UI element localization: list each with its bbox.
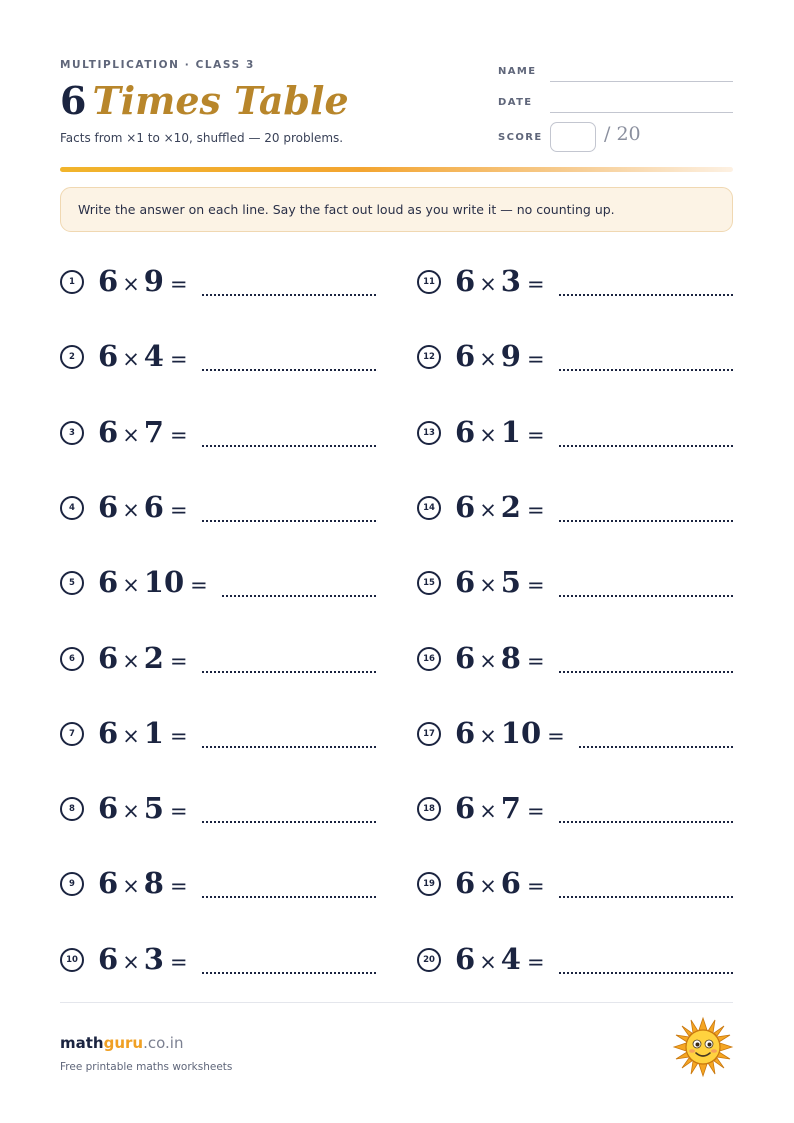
problem-item bbox=[417, 864, 733, 904]
multiplicand: 6 bbox=[98, 565, 119, 599]
multiplier: 5 bbox=[143, 791, 164, 825]
problem-item bbox=[417, 413, 733, 453]
multiplicand: 6 bbox=[455, 866, 476, 900]
answer-line[interactable] bbox=[202, 445, 376, 447]
answer-line[interactable] bbox=[579, 746, 733, 748]
times-sign: × bbox=[122, 874, 140, 898]
problem-item bbox=[60, 563, 376, 603]
equals-sign: = bbox=[169, 874, 188, 898]
problem-number: 11 bbox=[417, 270, 441, 294]
problem-number: 14 bbox=[417, 496, 441, 520]
multiplier: 7 bbox=[500, 791, 521, 825]
answer-line[interactable] bbox=[559, 520, 733, 522]
times-sign: × bbox=[122, 347, 140, 371]
answer-line[interactable] bbox=[559, 294, 733, 296]
score-label: SCORE bbox=[498, 132, 543, 143]
multiplier: 8 bbox=[500, 641, 521, 675]
times-sign: × bbox=[122, 573, 140, 597]
multiplicand: 6 bbox=[98, 415, 119, 449]
multiplicand: 6 bbox=[455, 264, 476, 298]
problem-number: 9 bbox=[60, 872, 84, 896]
problem-number: 20 bbox=[417, 948, 441, 972]
problem-item bbox=[417, 639, 733, 679]
multiplier: 7 bbox=[143, 415, 164, 449]
worksheet-kicker: MULTIPLICATION · CLASS 3 bbox=[60, 59, 255, 71]
accent-divider bbox=[60, 167, 733, 172]
answer-line[interactable] bbox=[202, 671, 376, 673]
times-sign: × bbox=[479, 423, 497, 447]
problem-item bbox=[60, 864, 376, 904]
equals-sign: = bbox=[169, 272, 188, 296]
answer-line[interactable] bbox=[559, 972, 733, 974]
name-label: NAME bbox=[498, 66, 537, 77]
problem-item bbox=[417, 940, 733, 980]
problem-expression bbox=[455, 714, 565, 755]
problem-number: 16 bbox=[417, 647, 441, 671]
brand-accent: guru bbox=[103, 1034, 144, 1052]
problem-expression bbox=[455, 639, 545, 680]
problem-item bbox=[417, 714, 733, 754]
times-sign: × bbox=[479, 950, 497, 974]
multiplier: 3 bbox=[500, 264, 521, 298]
equals-sign: = bbox=[169, 498, 188, 522]
answer-line[interactable] bbox=[559, 445, 733, 447]
times-sign: × bbox=[479, 272, 497, 296]
equals-sign: = bbox=[526, 950, 545, 974]
multiplicand: 6 bbox=[98, 716, 119, 750]
multiplier: 10 bbox=[500, 716, 542, 750]
multiplier: 6 bbox=[500, 866, 521, 900]
problem-expression bbox=[98, 262, 188, 303]
problem-number: 15 bbox=[417, 571, 441, 595]
problem-number: 6 bbox=[60, 647, 84, 671]
problem-expression bbox=[455, 413, 545, 454]
problem-item bbox=[60, 714, 376, 754]
multiplicand: 6 bbox=[455, 565, 476, 599]
problem-expression bbox=[98, 563, 208, 604]
answer-line[interactable] bbox=[559, 369, 733, 371]
equals-sign: = bbox=[190, 573, 208, 597]
multiplier: 9 bbox=[500, 339, 521, 373]
problem-expression bbox=[98, 940, 188, 981]
multiplicand: 6 bbox=[98, 942, 119, 976]
multiplier: 2 bbox=[143, 641, 164, 675]
times-sign: × bbox=[122, 724, 140, 748]
answer-line[interactable] bbox=[202, 369, 376, 371]
times-sign: × bbox=[122, 498, 140, 522]
multiplicand: 6 bbox=[455, 641, 476, 675]
multiplicand: 6 bbox=[455, 339, 476, 373]
problem-item bbox=[417, 488, 733, 528]
problem-item bbox=[417, 563, 733, 603]
name-field[interactable] bbox=[550, 81, 733, 82]
multiplicand: 6 bbox=[98, 641, 119, 675]
brand-domain: .co.in bbox=[143, 1034, 184, 1052]
problem-number: 3 bbox=[60, 421, 84, 445]
footer-tagline: Free printable maths worksheets bbox=[60, 1061, 233, 1073]
times-sign: × bbox=[479, 573, 497, 597]
answer-line[interactable] bbox=[559, 671, 733, 673]
equals-sign: = bbox=[547, 724, 565, 748]
multiplier: 9 bbox=[143, 264, 164, 298]
instructions-text: Write the answer on each line. Say the fact out loud as you write it — no counting up. bbox=[78, 202, 615, 217]
problem-expression bbox=[455, 337, 545, 378]
equals-sign: = bbox=[169, 799, 188, 823]
problem-expression bbox=[455, 488, 545, 529]
multiplicand: 6 bbox=[98, 264, 119, 298]
problem-number: 5 bbox=[60, 571, 84, 595]
multiplier: 5 bbox=[500, 565, 521, 599]
problem-expression bbox=[98, 488, 188, 529]
problem-number: 4 bbox=[60, 496, 84, 520]
equals-sign: = bbox=[526, 573, 545, 597]
problem-number: 17 bbox=[417, 722, 441, 746]
score-row bbox=[498, 123, 733, 150]
brand-main: math bbox=[60, 1034, 104, 1052]
times-sign: × bbox=[122, 950, 140, 974]
problem-expression bbox=[455, 262, 545, 303]
problem-expression bbox=[455, 864, 545, 905]
multiplicand: 6 bbox=[455, 791, 476, 825]
times-sign: × bbox=[479, 724, 497, 748]
times-sign: × bbox=[122, 423, 140, 447]
problem-number: 8 bbox=[60, 797, 84, 821]
multiplier: 10 bbox=[143, 565, 185, 599]
worksheet-page bbox=[60, 0, 733, 1123]
equals-sign: = bbox=[169, 724, 188, 748]
equals-sign: = bbox=[169, 347, 188, 371]
multiplicand: 6 bbox=[455, 716, 476, 750]
problem-item bbox=[60, 940, 376, 980]
date-field[interactable] bbox=[550, 112, 733, 113]
problem-item bbox=[417, 262, 733, 302]
score-total: / 20 bbox=[604, 123, 641, 145]
name-row bbox=[498, 60, 733, 84]
equals-sign: = bbox=[526, 347, 545, 371]
multiplier: 4 bbox=[143, 339, 164, 373]
answer-line[interactable] bbox=[202, 896, 376, 898]
equals-sign: = bbox=[169, 649, 188, 673]
answer-line[interactable] bbox=[559, 821, 733, 823]
problem-number: 18 bbox=[417, 797, 441, 821]
problem-expression bbox=[98, 864, 188, 905]
answer-line[interactable] bbox=[202, 294, 376, 296]
problem-expression bbox=[455, 789, 545, 830]
brand-logo bbox=[60, 1034, 183, 1052]
equals-sign: = bbox=[526, 799, 545, 823]
problem-number: 7 bbox=[60, 722, 84, 746]
problem-expression bbox=[455, 940, 545, 981]
multiplier: 8 bbox=[143, 866, 164, 900]
sun-mascot-icon bbox=[672, 1016, 734, 1078]
problem-expression bbox=[455, 563, 545, 604]
answer-line[interactable] bbox=[559, 595, 733, 597]
problem-item bbox=[60, 413, 376, 453]
answer-line[interactable] bbox=[202, 821, 376, 823]
times-sign: × bbox=[479, 649, 497, 673]
multiplicand: 6 bbox=[455, 415, 476, 449]
multiplier: 3 bbox=[143, 942, 164, 976]
worksheet-title bbox=[60, 75, 349, 127]
answer-line[interactable] bbox=[202, 520, 376, 522]
answer-line[interactable] bbox=[559, 896, 733, 898]
equals-sign: = bbox=[526, 874, 545, 898]
problem-expression bbox=[98, 337, 188, 378]
multiplicand: 6 bbox=[98, 490, 119, 524]
equals-sign: = bbox=[526, 649, 545, 673]
equals-sign: = bbox=[169, 423, 188, 447]
equals-sign: = bbox=[526, 423, 545, 447]
problem-item bbox=[60, 639, 376, 679]
answer-line[interactable] bbox=[202, 972, 376, 974]
times-sign: × bbox=[479, 799, 497, 823]
multiplier: 1 bbox=[143, 716, 164, 750]
problem-item bbox=[60, 789, 376, 829]
multiplier: 2 bbox=[500, 490, 521, 524]
title-text: Times Table bbox=[92, 78, 349, 123]
problem-number: 1 bbox=[60, 270, 84, 294]
problem-item bbox=[60, 488, 376, 528]
score-box[interactable] bbox=[550, 122, 596, 152]
multiplicand: 6 bbox=[455, 942, 476, 976]
times-sign: × bbox=[122, 272, 140, 296]
multiplicand: 6 bbox=[98, 866, 119, 900]
problem-item bbox=[60, 337, 376, 377]
date-row bbox=[498, 91, 733, 115]
instructions-box bbox=[60, 187, 733, 232]
problem-number: 10 bbox=[60, 948, 84, 972]
footer-divider bbox=[60, 1002, 733, 1003]
times-sign: × bbox=[479, 498, 497, 522]
problem-number: 13 bbox=[417, 421, 441, 445]
equals-sign: = bbox=[526, 272, 545, 296]
times-sign: × bbox=[479, 874, 497, 898]
title-number: 6 bbox=[60, 78, 87, 123]
answer-line[interactable] bbox=[222, 595, 376, 597]
multiplier: 1 bbox=[500, 415, 521, 449]
multiplier: 6 bbox=[143, 490, 164, 524]
worksheet-subtitle: Facts from ×1 to ×10, shuffled — 20 problems. bbox=[60, 131, 344, 145]
date-label: DATE bbox=[498, 97, 533, 108]
problem-number: 19 bbox=[417, 872, 441, 896]
equals-sign: = bbox=[526, 498, 545, 522]
problem-expression bbox=[98, 413, 188, 454]
problem-item bbox=[417, 789, 733, 829]
multiplicand: 6 bbox=[98, 791, 119, 825]
problem-expression bbox=[98, 714, 188, 755]
answer-line[interactable] bbox=[202, 746, 376, 748]
problem-item bbox=[60, 262, 376, 302]
times-sign: × bbox=[479, 347, 497, 371]
times-sign: × bbox=[122, 649, 140, 673]
problem-expression bbox=[98, 639, 188, 680]
multiplier: 4 bbox=[500, 942, 521, 976]
equals-sign: = bbox=[169, 950, 188, 974]
multiplicand: 6 bbox=[455, 490, 476, 524]
times-sign: × bbox=[122, 799, 140, 823]
problem-number: 12 bbox=[417, 345, 441, 369]
problem-number: 2 bbox=[60, 345, 84, 369]
multiplicand: 6 bbox=[98, 339, 119, 373]
problem-item bbox=[417, 337, 733, 377]
problem-expression bbox=[98, 789, 188, 830]
